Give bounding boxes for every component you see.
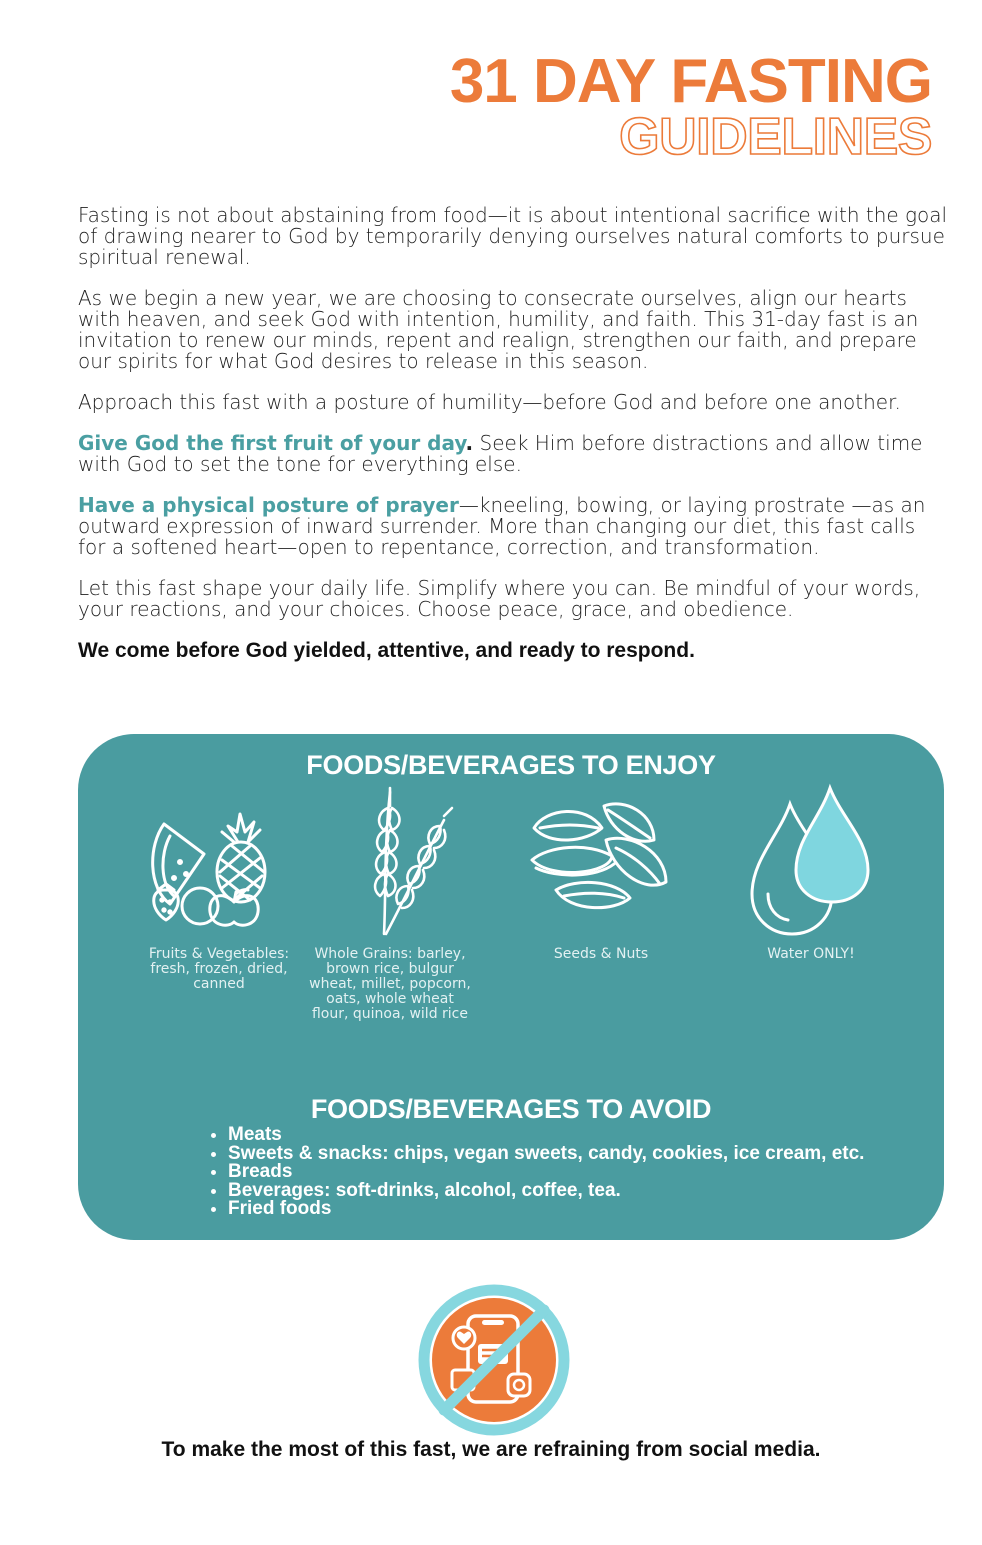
intro-paragraph-1: Fasting is not about abstaining from food—it is about intentional sacrifice with the goal of drawing nearer to God by temporarily denying ourselves natural comforts to pursue spiritual renewal. (78, 203, 948, 269)
page-title (449, 47, 932, 166)
fruit-basket-icon (142, 792, 282, 927)
enjoy-heading: FOODS/BEVERAGES TO ENJOY (306, 750, 716, 780)
list-item: • Fried foods (228, 1200, 864, 1219)
fruits-caption: Fruits & Vegetables: fresh, frozen, dried, canned (148, 946, 290, 992)
list-item: • Breads (228, 1163, 864, 1182)
grains-caption: Whole Grains: barley, brown rice, bulgur wheat, millet, popcorn, oats, whole wheat flour, quinoa, wild rice (309, 946, 471, 1022)
intro-paragraph-2: As we begin a new year, we are choosing to consecrate ourselves, align our hearts with heaven, and seek God with intention, humility, and faith. This 31-day fast is an invitation to renew our minds, repent and realign, strengthen our faith, and prepare our spirits for what God desires to release in this season. (78, 286, 919, 373)
intro-paragraph-6: Let this fast shape your daily life. Simplify where you can. Be mindful of your words, your reactions, and your choices. Choose peace, grace, and obedience. (78, 576, 921, 621)
posture-highlight: Have a physical posture of prayer (78, 493, 459, 517)
avoid-list (208, 1126, 864, 1219)
foods-panel (78, 734, 944, 1240)
closing-statement: We come before God yielded, attentive, and ready to respond. (78, 639, 695, 662)
intro-paragraph-5 (78, 495, 948, 558)
water-drops-icon (746, 782, 878, 942)
title-line-1: 31 DAY FASTING (449, 47, 932, 116)
list-item: • Beverages: soft-drinks, alcohol, coffee, tea. (228, 1182, 864, 1201)
period: . (465, 431, 474, 455)
intro-paragraph-4 (78, 433, 948, 475)
title-line-2: GUIDELINES (619, 108, 932, 166)
intro-text (78, 205, 948, 681)
water-caption: Water ONLY! (767, 946, 855, 962)
nuts-caption: Seeds & Nuts (553, 946, 649, 962)
list-item: • Meats (228, 1126, 864, 1145)
posture-rest: —kneeling, bowing, or laying prostrate —as an outward expression of inward surrender. More than changing our diet, this fast calls for a softened heart—open to repentance, correction, and transformation. (78, 493, 926, 559)
first-fruit-highlight: Give God the first fruit of your day (78, 431, 466, 455)
intro-paragraph-3: Approach this fast with a posture of humility—before God and before one another. (78, 390, 901, 414)
wheat-icon (356, 786, 456, 936)
first-fruit-rest: Seek Him before distractions and allow time with God to set the tone for everything else. (78, 431, 923, 476)
no-social-media-icon (416, 1282, 572, 1438)
avoid-heading: FOODS/BEVERAGES TO AVOID (310, 1094, 712, 1124)
social-media-notice: To make the most of this fast, we are refraining from social media. (161, 1438, 821, 1461)
nuts-icon (526, 798, 674, 916)
list-item: • Sweets & snacks: chips, vegan sweets, candy, cookies, ice cream, etc. (228, 1145, 864, 1164)
